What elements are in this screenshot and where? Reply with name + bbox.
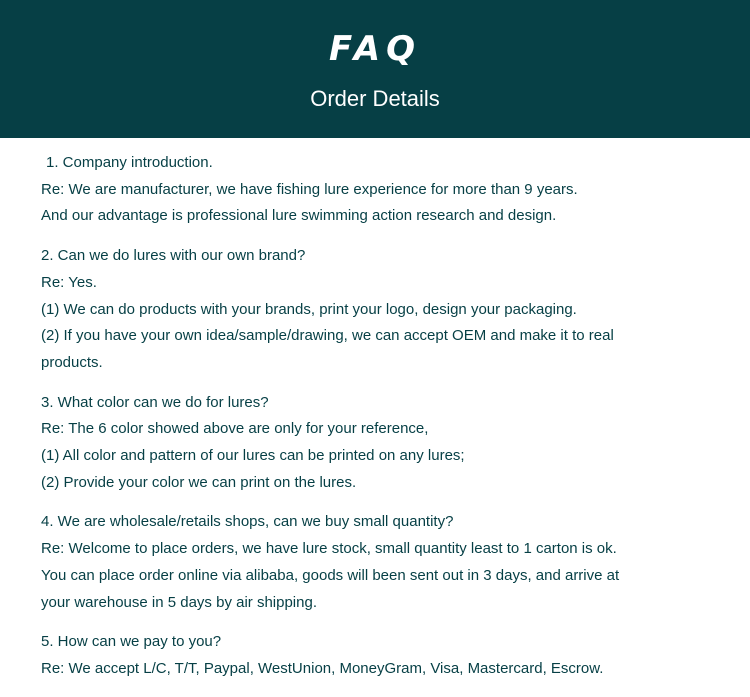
page-subtitle: Order Details (310, 86, 440, 111)
faq-question: 3. What color can we do for lures? (41, 393, 269, 411)
faq-item-3 (41, 390, 721, 497)
faq-list (41, 150, 721, 696)
faq-answer-line: Re: We accept L/C, T/T, Paypal, WestUnion, MoneyGram, Visa, Mastercard, Escrow. (41, 659, 604, 677)
faq-answer-line: (1) All color and pattern of our lures can be printed on any lures; (41, 447, 465, 465)
faq-item-5 (41, 629, 721, 682)
faq-question: 5. How can we pay to you? (41, 633, 222, 651)
faq-answer-line: products. (41, 353, 103, 371)
faq-answer-line: (2) Provide your color we can print on the lures. (41, 473, 357, 491)
faq-answer-line: Re: Yes. (41, 273, 97, 291)
faq-header-banner (0, 0, 750, 138)
faq-answer-line: And our advantage is professional lure swimming action research and design. (41, 207, 557, 225)
faq-answer-line: Re: Welcome to place orders, we have lure stock, small quantity least to 1 carton is ok. (41, 540, 617, 558)
faq-item-4 (41, 509, 721, 616)
faq-item-2 (41, 243, 721, 377)
faq-item-1 (41, 150, 721, 230)
faq-answer-line: your warehouse in 5 days by air shipping. (41, 593, 317, 611)
faq-question: 2. Can we do lures with our own brand? (41, 247, 306, 265)
faq-answer-line: Re: The 6 color showed above are only for your reference, (41, 420, 429, 438)
faq-question: 1. Company introduction. (46, 154, 213, 171)
faq-answer-line: Re: We are manufacturer, we have fishing lure experience for more than 9 years. (41, 180, 578, 198)
faq-answer-line: (2) If you have your own idea/sample/drawing, we can accept OEM and make it to real (41, 327, 614, 345)
faq-answer-line: (1) We can do products with your brands, print your logo, design your packaging. (41, 300, 577, 318)
faq-answer-line: You can place order online via alibaba, goods will been sent out in 3 days, and arrive at (41, 566, 620, 584)
faq-question: 4. We are wholesale/retails shops, can we buy small quantity? (41, 513, 454, 531)
page-title: FAQ (328, 29, 422, 69)
